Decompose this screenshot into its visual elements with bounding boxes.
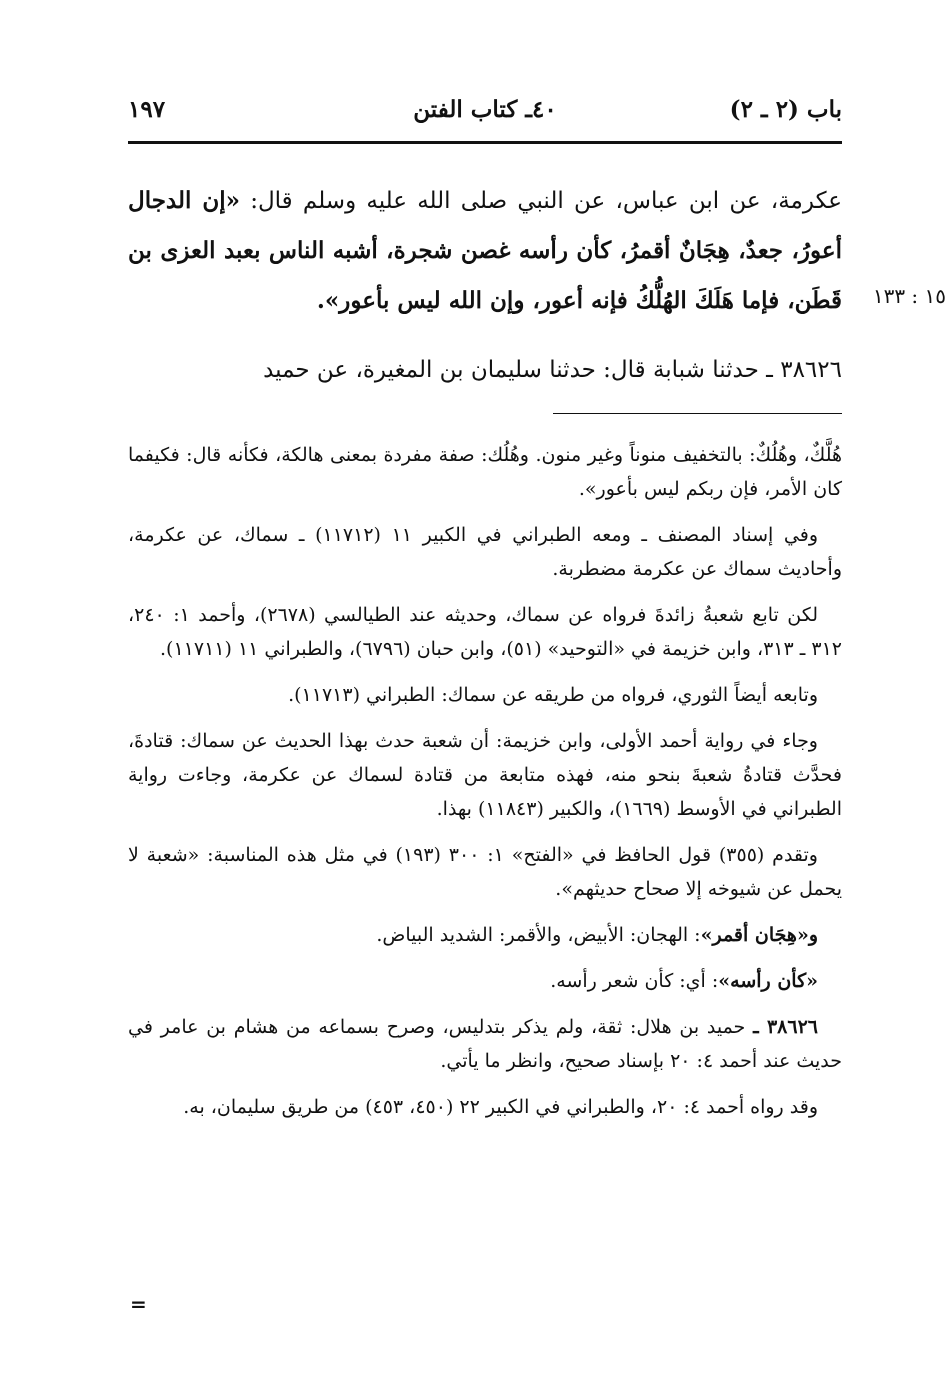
hadith-text: «إن الدجال أعورُ، جعدٌ، هِجَانٌ أقمرُ، كأن رأسه غصن شجرة، أشبه الناس بعبد العزى بن قَطَن، فإما هَلَكَ الهُلُّكُ فإنه أعور، وإن الله ليس بأعور». — [128, 187, 842, 314]
footnote-paragraph: وتقدم (٣٥٥) قول الحافظ في «الفتح» ١: ٣٠٠ (١٩٣) في مثل هذه المناسبة: «شعبة لا يحمل عن شيوخه إلا صحاح حديثهم». — [128, 844, 842, 900]
footnote-rule — [553, 413, 842, 414]
footnote-paragraph: وقد رواه أحمد ٤: ٢٠، والطبراني في الكبير ٢٢ (٤٥٠، ٤٥٣) من طريق سليمان، به. — [183, 1096, 818, 1118]
header-rule — [128, 141, 842, 144]
book-title: ٤٠ـ كتاب الفتن — [413, 96, 557, 123]
footnote-paragraph: ٣٨٦٢٦ ـ حميد بن هلال: ثقة، ولم يذكر بتدليس، وصرح بسماعه من هشام بن عامر في حديث عند أحمد ٤: ٢٠ بإسناد صحيح، وانظر ما يأتي. — [128, 1016, 842, 1072]
footnote-paragraph: وفي إسناد المصنف ـ ومعه الطبراني في الكبير ١١ (١١٧١٢) ـ سماك، عن عكرمة، وأحاديث سماك عن عكرمة مضطربة. — [128, 524, 842, 580]
footnote-paragraph: هُلَّكٌ، وهُلُكٌ: بالتخفيف منوناً وغير منون. وهُلُك: صفة مفردة بمعنى هالكة، فكأنه قال: فكيفما كان الأمر، فإن ربكم ليس بأعور». — [128, 444, 842, 500]
continuation-mark: = — [130, 1292, 147, 1316]
footnote-paragraph: وتابعه أيضاً الثوري، فرواه من طريقه عن سماك: الطبراني (١١٧١٣). — [288, 684, 818, 706]
footnote-paragraph: لكن تابع شعبةُ زائدةَ فرواه عن سماك، وحديثه عند الطيالسي (٢٦٧٨)، وأحمد ١: ٢٤٠، ٣١٢ ـ ٣١٣، وابن خزيمة في «التوحيد» (٥١)، وابن حبان (٦٧٩٦)، والطبراني ١١ (١١٧١١). — [128, 604, 842, 660]
footnote-paragraph: «كأن رأسه»: أي: كأن شعر رأسه. — [550, 970, 818, 992]
chapter-heading: باب (٢ ـ ٢) — [729, 96, 842, 123]
footnote-paragraph: وجاء في رواية أحمد الأولى، وابن خزيمة: أن شعبة حدث بهذا الحديث عن سماك: قتادةَ، فحدَّث قتادةُ شعبةَ بنحو منه، فهذه متابعة من قتادة لسماك عن عكرمة، وجاءت رواية الطبراني في الأوسط (١٦٦٩)، والكبير (١١٨٤٣) بهذا. — [128, 730, 842, 820]
main-paragraph: ٣٨٦٢٦ ـ حدثنا شبابة قال: حدثنا سليمان بن المغيرة، عن حميد — [263, 357, 842, 383]
isnad-text: عكرمة، عن ابن عباس، عن النبي صلى الله عليه وسلم قال: — [239, 188, 842, 214]
page-header — [128, 96, 842, 136]
footnotes — [128, 438, 842, 1136]
page-number: ١٩٧ — [128, 96, 166, 123]
marginal-reference: ١٥ : ١٣٣ — [872, 284, 946, 308]
footnote-paragraph: و«هِجَان أقمر»: الهجان: الأبيض، والأقمر: الشديد البياض. — [376, 924, 818, 946]
main-paragraph — [128, 176, 842, 326]
main-text — [128, 176, 842, 395]
